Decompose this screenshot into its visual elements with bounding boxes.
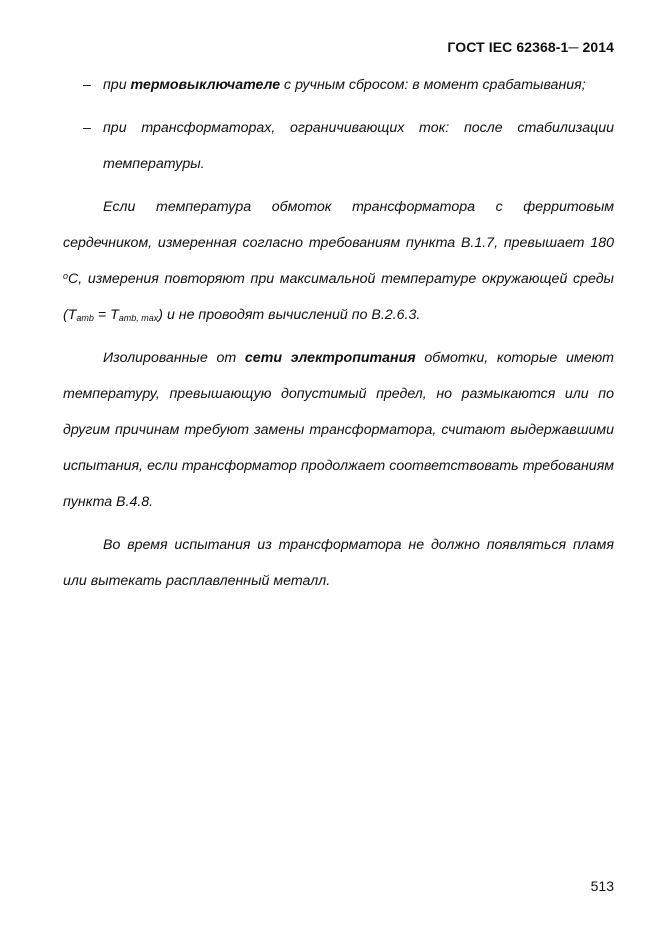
bullet-item-thermal-cutout bbox=[63, 67, 614, 103]
bullet-item-current-limiting bbox=[63, 110, 614, 182]
bullet-dash: – bbox=[83, 77, 91, 93]
paragraph-isolated-windings bbox=[63, 340, 614, 520]
paragraph-text: обмотки, которые имеют температуру, превышающую допустимый предел, но размыкаются или по другим причинам требуют замены трансформатора, считают выдержавшими испытания, если трансформатор продолжает соответствовать требованиям пункта В.4.8. bbox=[63, 350, 614, 510]
bullet-dash: – bbox=[83, 120, 91, 136]
paragraph-text: Если температура обмоток трансформатора с ферритовым сердечником, измеренная согласно требованиям пункта В.1.7, превышает 180 bbox=[63, 199, 614, 251]
subscript-amb: amb bbox=[76, 313, 94, 323]
bullet-text-post: с ручным сбросом: в момент срабатывания; bbox=[280, 77, 586, 93]
paragraph-text: С, измерения повторяют при максимальной температуре окружающей среды (T bbox=[63, 271, 614, 323]
paragraph-bold-term: сети электропитания bbox=[244, 350, 416, 366]
bullet-text: при трансформаторах, ограничивающих ток: после стабилизации температуры. bbox=[103, 120, 614, 172]
bullet-text-pre: при bbox=[103, 77, 131, 93]
paragraph-text: = T bbox=[93, 307, 119, 323]
paragraph-text: Во время испытания из трансформатора не должно появляться пламя или вытекать расплавленный металл. bbox=[63, 537, 614, 589]
subscript-amb-max: amb, max bbox=[118, 313, 159, 323]
document-header: ГОСТ IEC 62368-1─ 2014 bbox=[447, 39, 614, 55]
page-number: 513 bbox=[590, 878, 614, 894]
document-body bbox=[63, 67, 614, 599]
degree-superscript: о bbox=[63, 271, 69, 281]
paragraph-text: ) и не проводят вычислений по В.2.6.3. bbox=[158, 307, 421, 323]
bullet-text-bold: термовыключателе bbox=[130, 77, 281, 93]
paragraph-ferrite-core bbox=[63, 189, 614, 333]
paragraph-flame-metal bbox=[63, 527, 614, 599]
paragraph-text: Изолированные от bbox=[103, 350, 245, 366]
